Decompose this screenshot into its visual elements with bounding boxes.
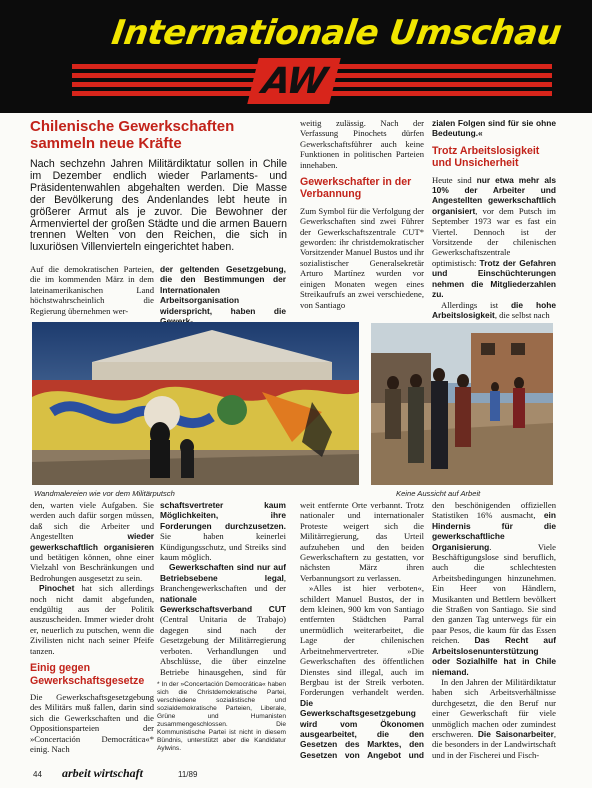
article-lead: Nach sechzehn Jahren Militärdiktatur sollen in Chile im Dezember endlich wieder Parlaments- und Präsidentenwahlen abgehalten werden. Die Masse der Bevölkerung des Andenlandes lebt heute in größerer Armut als je zuvor. Die Bewohner der Armenviertel der großen Städte und die armen Bauern trennen Welten von den Reichen, die sich in luxuriösen Villenvierteln eingerichtet haben.	[30, 158, 287, 254]
section-title: Internationale Umschau	[109, 13, 564, 53]
column-2-top: der geltenden Gesetzgebung, die den Bestimmungen der Internationalen Arbeitsorganisation widerspricht, haben die	[160, 264, 286, 316]
column-3-bottom: weit entfernte Orte verbannt. Trotz nationaler und internationaler Proteste weigert sich die Militärregierung, das Urteil aufzuheben und den beiden Gewerkschaftern zu gestatten, vor nächsten März ihren Verbannungsort zu verlassen. »Alles ist hier verboten«, schildert Manuel Bustos, der in dem kleinen, 900 km von Santiago entfernten Städtchen Parral unermüdlich weiterarbeitet, die Lage der chilenischen Arbeitnehmervertreter. »Die Gewerkschaften des öffentlichen Dienstes sind illegal, auch im Bergbau ist der Streik verboten. Forderungen verhandelt werden. Die Gewerkschaftsgesetzgebung wird vom Ökonomen ausgearbeitet, die den Gesetzen des Marktes, den Gesetzen von Angebot und	[300, 500, 424, 760]
subheading-arbeitslosigkeit: Trotz Arbeitslosigkeit und Unsicherheit	[432, 144, 540, 170]
column-2-bottom: schaftsvertreter kaum Möglichkeiten, ihre Forderungen durchzusetzen. Sie haben keinerlei Kündigungsschutz, und Streiks sind kaum möglich. Gewerkschaften sind nur auf Betriebsebene legal, Branchengewerkschaften und der nationale Gewerkschaftsverband CUT (Central Unitaria de Trabajo) dagegen sind nach der Gesetzgebung der Militärregierung verboten. Verhandlungen und Abschlüsse, die über einzelne Betriebe hinausgehen, sind für	[160, 500, 286, 677]
section-header	[0, 0, 592, 113]
article-headline: Chilenische Gewerkschaften sammeln neue Kräfte	[30, 118, 235, 152]
aw-logo: AW	[247, 58, 340, 104]
footnote: * In der »Concertación Democrática« haben sich die Christdemokratische Partei, verschiedene sozialistische und sozialdemokratische Parteien, Liberale, Grüne und Humanisten zusammengeschlossen. Die Kommunistische Partei ist nicht in diesem Bündnis, unterstützt aber die Kandidatur Aylwins.	[157, 681, 286, 752]
column-3-top: weitig zulässig. Nach der Verfassung Pinochets dürfen Gewerkschaftsführer auch keine Funktionen in politischen Parteien innehaben. Gewerkschafter in der Verbannung Zum Symbol für die Verfolgung der Gewerkschaften sind zwei Führer der Gewerkschaftszentrale CUT* geworden: ihr christdemokratischer Vorsitzender Manuel Bustos und ihr sozialistischer Generalsekretär Arturo Martínez wurden vor einigen Monaten wegen eines Streikaufrufs an zwei verschiedene, von Santiago	[300, 118, 424, 310]
caption-mural: Wandmalereien wie vor dem Militärputsch	[34, 489, 175, 498]
column-4-top: zialen Folgen sind für sie ohne Bedeutung.« Trotz Arbeitslosigkeit und Unsicherheit Heute sind nur etwa mehr als 10% der Arbeiter und Angestellten gewerkschaftlich organisiert, vor dem Putsch im September 1973 war es fast ein Viertel. Dennoch ist der Vorsitzende der chilenischen Gewerkschaftszentrale optimistisch: Trotz der Gefahren und Einschüchterungen nehmen die Mitgliederzahlen zu. Allerdings ist die hohe Arbeitslosigkeit, die selbst nach	[432, 118, 556, 320]
street-photo-image	[371, 323, 553, 485]
subheading-gewerkschaftsgesetze: Einig gegen Gewerkschaftsgesetze	[30, 662, 145, 687]
page-footer	[0, 764, 592, 788]
photo-mural	[32, 322, 359, 485]
subheading-verbannung: Gewerkschafter in der Verbannung	[300, 176, 412, 201]
page-number: 44	[33, 770, 42, 779]
mural-photo-image	[32, 322, 359, 485]
column-1-bottom: den, warten viele Aufgaben. Sie werden auch dafür sorgen müssen, daß sich die Arbeiter und Angestellten wieder gewerkschaftlich organisieren und betätigen können, ohne einer Vielzahl von Beschränkungen und Bedrohungen ausgesetzt zu sein. Pinochet hat sich allerdings noch nicht damit abgefunden, endgültig aus der Politik auszuscheiden. Immer wieder droht er, neuerlich zu putschen, wenn die Zivilisten nicht nach seiner Pfeife tanzen. Einig gegen Gewerkschaftsgesetze Die Gewerkschaftsgesetzgebung des Militärs muß fallen, darin sind sich die Gewerkschaften und die Oppositionsparteien der »Concertación Democrática«* einig. Nach	[30, 500, 154, 754]
column-1-top: Auf die demokratischen Parteien, die im kommenden März in dem lateinamerikanischen Land höchstwahrscheinlich die Regierung übernehmen wer-	[30, 264, 154, 316]
column-4-bottom: den beschönigenden offiziellen Statistiken 16% ausmacht, ein Hindernis für die gewerkschaftliche Organisierung. Viele Beschäftigungslose sind beruflich, auch die schlechtesten Arbeitsbedingungen hinzunehmen. Ein Heer von Händlern, Musikanten und Bettlern bevölkert die Straßen von Santiago. Sie sind den ganzen Tag unterwegs für ein paar Pesos, die kaum für das Essen reichen. Das Recht auf Arbeitslosenunterstützung oder Sozialhilfe hat in Chile niemand. In den Jahren der Militärdiktatur haben sich Arbeitsverhältnisse durchgesetzt, die den Beruf nur einer Gewerkschaft für viele unmöglich machen oder zumindest erschweren. Die Saisonarbeiter, die besonders in der Landwirtschaft und in der Fischerei und Fisch-	[432, 500, 556, 760]
photo-street	[371, 323, 553, 485]
magazine-name: arbeit wirtschaft	[62, 766, 144, 780]
issue-number: 11/89	[178, 770, 198, 779]
caption-street: Keine Aussicht auf Arbeit	[396, 489, 481, 498]
